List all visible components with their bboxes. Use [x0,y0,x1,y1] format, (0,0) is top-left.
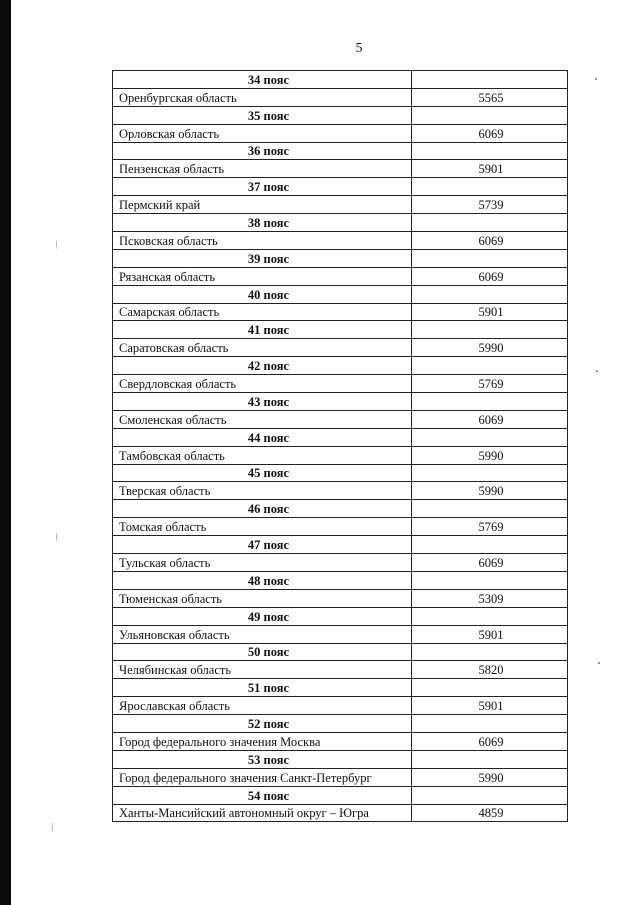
region-value: 6069 [478,555,504,570]
scan-speck [598,662,600,664]
zone-label: 45 пояс [247,466,290,481]
zone-header-row [113,357,568,375]
zone-empty-cell [412,357,568,375]
region-value-cell [412,732,568,750]
region-value-cell [412,267,568,285]
zone-empty-cell [412,106,568,124]
region-value-cell [412,375,568,393]
region-name: Псковская область [113,232,412,250]
zone-header-row [113,428,568,446]
zone-label: 48 пояс [247,573,290,588]
region-row [113,375,568,393]
zone-header-row [113,142,568,160]
region-name: Челябинская область [113,661,412,679]
zones-table-body [113,71,568,822]
zone-header-row [113,285,568,303]
region-name: Орловская область [113,124,412,142]
region-name: Тверская область [113,482,412,500]
zone-label-cell [113,106,412,124]
region-value-cell [412,697,568,715]
zone-label-cell [113,715,412,733]
region-row [113,482,568,500]
region-value-cell [412,589,568,607]
zone-header-row [113,71,568,89]
zone-label: 35 пояс [247,108,290,123]
region-row [113,804,568,822]
zone-header-row [113,214,568,232]
region-value-cell [412,124,568,142]
zone-header-row [113,249,568,267]
region-value: 5990 [478,341,504,356]
region-row [113,625,568,643]
region-row [113,518,568,536]
region-value-cell [412,446,568,464]
margin-mark: ⁄ [53,532,61,543]
zone-label-cell [113,178,412,196]
region-value: 5820 [478,663,504,678]
region-row [113,196,568,214]
zone-label-cell [113,536,412,554]
region-row [113,697,568,715]
region-value-cell [412,232,568,250]
region-value-cell [412,160,568,178]
zone-empty-cell [412,643,568,661]
zone-empty-cell [412,536,568,554]
region-value: 6069 [478,412,504,427]
zone-label-cell [113,750,412,768]
zone-label: 51 пояс [247,681,290,696]
scan-edge-bar [0,0,11,905]
zone-label: 38 пояс [247,216,290,231]
region-name: Смоленская область [113,410,412,428]
zone-label-cell [113,500,412,518]
zone-label-cell [113,321,412,339]
region-row [113,339,568,357]
region-value: 5901 [478,162,504,177]
region-name: Томская область [113,518,412,536]
zone-label: 53 пояс [247,752,290,767]
region-row [113,410,568,428]
region-row [113,446,568,464]
zone-label: 37 пояс [247,180,290,195]
region-value: 5990 [478,484,504,499]
region-value-cell [412,303,568,321]
region-value-cell [412,88,568,106]
region-value-cell [412,554,568,572]
region-value: 5901 [478,699,504,714]
zone-label-cell [113,249,412,267]
zone-empty-cell [412,464,568,482]
region-row [113,232,568,250]
zone-label-cell [113,571,412,589]
zone-empty-cell [412,214,568,232]
region-name: Оренбургская область [113,88,412,106]
region-value: 5901 [478,627,504,642]
zone-header-row [113,750,568,768]
region-value-cell [412,339,568,357]
zone-empty-cell [412,249,568,267]
region-value: 5990 [478,770,504,785]
zone-label: 34 пояс [247,72,290,87]
region-value: 5739 [478,198,504,213]
region-value-cell [412,625,568,643]
region-value: 4859 [478,806,504,821]
zone-header-row [113,571,568,589]
zone-header-row [113,178,568,196]
region-name: Пермский край [113,196,412,214]
page-number: 5 [355,41,363,56]
region-value: 6069 [478,233,504,248]
margin-mark: ⁄ [53,240,61,251]
region-value: 6069 [478,269,504,284]
region-name: Ульяновская область [113,625,412,643]
zone-empty-cell [412,786,568,804]
zone-label: 46 пояс [247,502,290,517]
zone-empty-cell [412,142,568,160]
zone-label-cell [113,464,412,482]
zone-header-row [113,679,568,697]
zone-label-cell [113,285,412,303]
zone-label-cell [113,393,412,411]
region-value: 5901 [478,305,504,320]
zone-label: 54 пояс [247,788,290,803]
zone-label-cell [113,428,412,446]
zone-label: 41 пояс [247,323,290,338]
region-row [113,124,568,142]
region-name: Ханты-Мансийский автономный округ – Югра [113,804,412,822]
region-row [113,88,568,106]
zone-label-cell [113,142,412,160]
zone-empty-cell [412,679,568,697]
zone-header-row [113,786,568,804]
zone-header-row [113,321,568,339]
region-row [113,661,568,679]
region-value: 5769 [478,520,504,535]
zone-empty-cell [412,750,568,768]
region-row [113,267,568,285]
scan-speck [595,78,597,80]
zone-empty-cell [412,571,568,589]
region-value: 5769 [478,377,504,392]
region-name: Ярославская область [113,697,412,715]
region-name: Город федерального значения Москва [113,732,412,750]
region-value-cell [412,768,568,786]
zone-empty-cell [412,393,568,411]
zone-header-row [113,500,568,518]
zone-header-row [113,536,568,554]
zone-label: 43 пояс [247,394,290,409]
zone-empty-cell [412,607,568,625]
region-name: Тамбовская область [113,446,412,464]
zone-label-cell [113,357,412,375]
zone-label-cell [113,679,412,697]
margin-mark: ⁄ [49,822,57,833]
zone-label: 42 пояс [247,359,290,374]
region-value-cell [412,410,568,428]
region-name: Самарская область [113,303,412,321]
scan-speck [596,370,598,372]
zone-empty-cell [412,428,568,446]
zone-label-cell [113,214,412,232]
zone-header-row [113,607,568,625]
region-value-cell [412,196,568,214]
zone-label: 52 пояс [247,716,290,731]
region-name: Саратовская область [113,339,412,357]
zone-empty-cell [412,178,568,196]
region-value-cell [412,482,568,500]
region-value: 5565 [478,90,504,105]
region-value-cell [412,518,568,536]
zone-empty-cell [412,321,568,339]
zone-label: 50 пояс [247,645,290,660]
zone-empty-cell [412,285,568,303]
zone-header-row [113,393,568,411]
region-value: 6069 [478,734,504,749]
region-name: Город федерального значения Санкт-Петербург [113,768,412,786]
zone-label-cell [113,607,412,625]
zone-label: 44 пояс [247,430,290,445]
zone-label-cell [113,643,412,661]
zone-header-row [113,715,568,733]
region-row [113,768,568,786]
zone-label-cell [113,786,412,804]
region-name: Тюменская область [113,589,412,607]
zone-label: 49 пояс [247,609,290,624]
region-name: Пензенская область [113,160,412,178]
region-row [113,732,568,750]
zone-empty-cell [412,500,568,518]
region-value: 6069 [478,126,504,141]
region-value: 5309 [478,591,504,606]
region-name: Свердловская область [113,375,412,393]
zone-label: 36 пояс [247,144,290,159]
zone-header-row [113,464,568,482]
region-value: 5990 [478,448,504,463]
zone-label: 39 пояс [247,251,290,266]
zone-label: 47 пояс [247,538,290,553]
region-row [113,589,568,607]
region-name: Тульская область [113,554,412,572]
zone-header-row [113,643,568,661]
region-name: Рязанская область [113,267,412,285]
zones-table [112,70,568,822]
zone-label: 40 пояс [247,287,290,302]
zone-header-row [113,106,568,124]
region-row [113,303,568,321]
region-row [113,160,568,178]
zone-label-cell [113,71,412,89]
zone-empty-cell [412,715,568,733]
zone-empty-cell [412,71,568,89]
region-row [113,554,568,572]
region-value-cell [412,804,568,822]
region-value-cell [412,661,568,679]
